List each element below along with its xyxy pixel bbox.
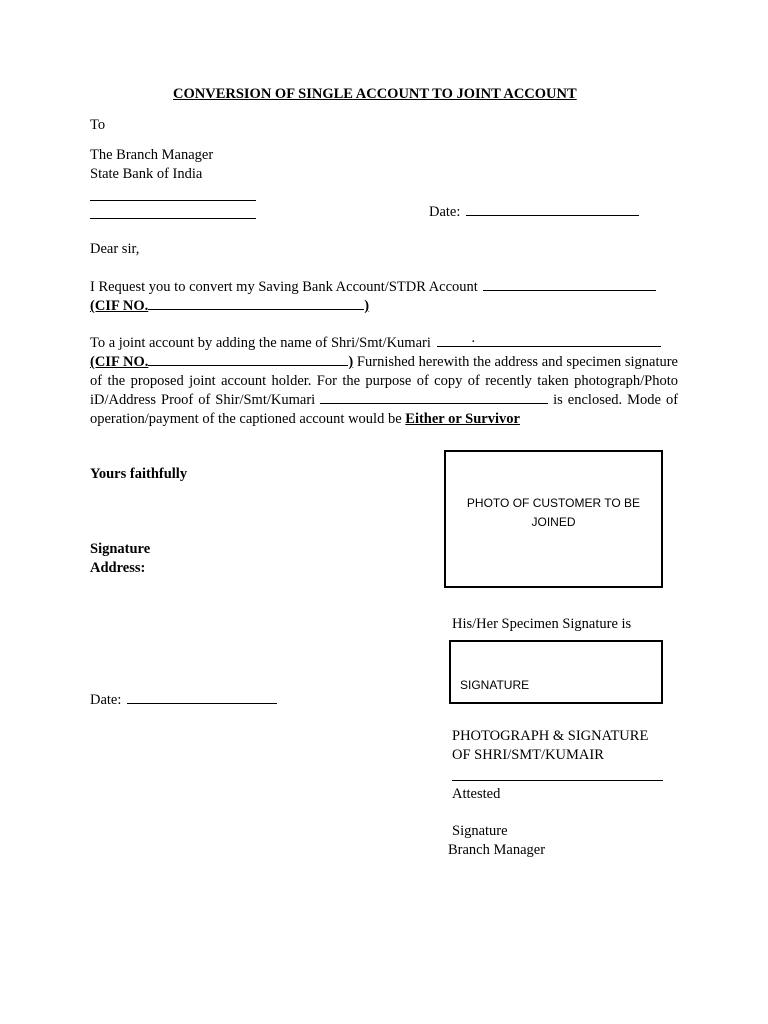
attest-signature-label: Signature <box>452 823 508 839</box>
address-blank-line-1[interactable] <box>90 188 256 206</box>
branch-manager-label: Branch Manager <box>448 842 546 858</box>
date-label: Date: <box>429 204 461 220</box>
joint-line1 <box>90 330 661 352</box>
joint-text1: To a joint account by adding the name of Shri/Smt/Kumari <box>90 335 431 351</box>
attest-line2: OF SHRI/SMT/KUMAIR <box>452 747 604 763</box>
specimen-label: His/Her Specimen Signature is <box>452 616 632 632</box>
joint-cif <box>90 354 353 370</box>
bottom-date-label: Date: <box>90 692 122 708</box>
name-blank[interactable] <box>437 330 661 347</box>
joint-cif-open: (CIF NO. <box>90 354 149 370</box>
page-title: CONVERSION OF SINGLE ACCOUNT TO JOINT ACCOUNT <box>173 86 577 102</box>
cif-close: ) <box>364 298 370 314</box>
joint-text3: is enclosed. Mode of operation/payment of the captioned account would be <box>90 392 679 427</box>
date-field <box>429 203 639 221</box>
to-label: To <box>90 117 106 133</box>
cif-blank-2[interactable] <box>148 353 348 366</box>
addressee-line1: The Branch Manager <box>90 147 214 163</box>
joint-paragraph <box>90 353 678 429</box>
account-blank[interactable] <box>483 278 656 291</box>
joint-text2: Furnished herewith the address and specimen signature of the proposed joint account holder. For the purpose of copy of recently taken photograph/Photo iD/Address Proof of Shir/Smt/Kumari <box>90 354 678 408</box>
mode-of-operation: Either or Survivor <box>405 411 520 427</box>
attest-blank-line[interactable] <box>452 768 663 786</box>
closing: Yours faithfully <box>90 466 188 482</box>
attest-line1: PHOTOGRAPH & SIGNATURE <box>452 728 649 744</box>
date-blank[interactable] <box>466 203 639 216</box>
signature-box[interactable] <box>449 640 663 704</box>
attested-label: Attested <box>452 786 501 802</box>
signature-box-label: SIGNATURE <box>460 678 530 692</box>
joint-cif-close: ) <box>348 354 354 370</box>
bottom-date-field <box>90 691 277 709</box>
name-blank-dot: . <box>471 330 476 346</box>
cif-open: (CIF NO. <box>90 298 149 314</box>
address-label: Address: <box>90 560 146 576</box>
request-line <box>90 278 656 296</box>
proof-name-blank[interactable] <box>320 391 548 404</box>
photo-box-label: PHOTO OF CUSTOMER TO BE JOINED <box>466 496 641 529</box>
bottom-date-blank[interactable] <box>127 691 277 704</box>
addressee-line2: State Bank of India <box>90 166 203 182</box>
request-text: I Request you to convert my Saving Bank Account/STDR Account <box>90 279 478 295</box>
request-cif <box>90 297 369 315</box>
photo-box[interactable] <box>444 450 663 588</box>
cif-blank-1[interactable] <box>148 297 364 310</box>
address-blank-line-2[interactable] <box>90 206 256 224</box>
salutation: Dear sir, <box>90 241 140 257</box>
signature-label: Signature <box>90 541 151 557</box>
